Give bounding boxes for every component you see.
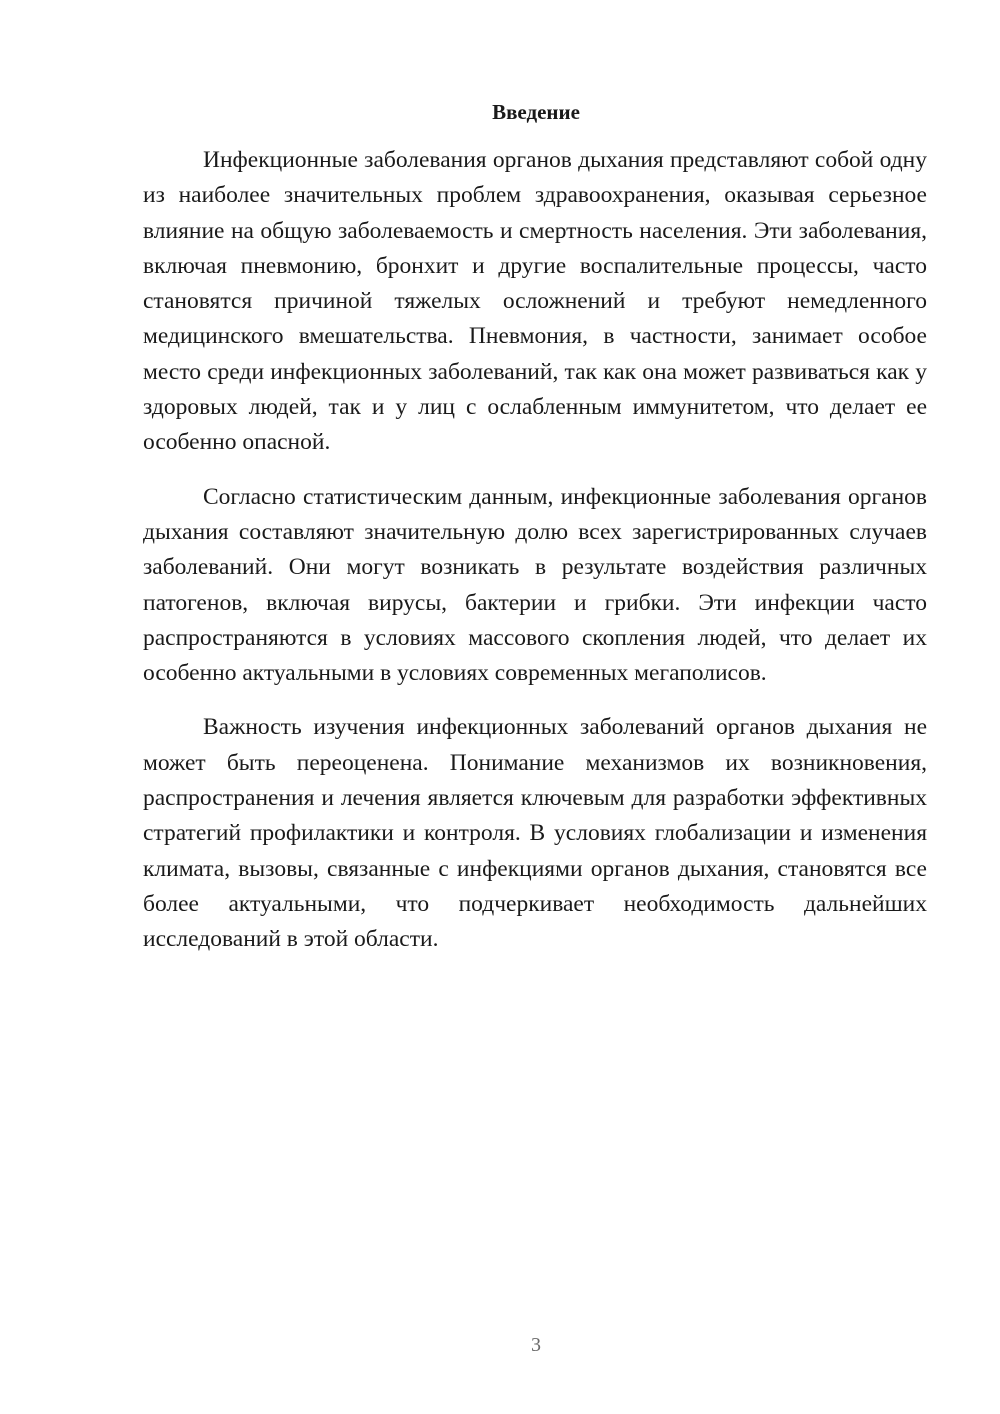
paragraph-2: Согласно статистическим данным, инфекционные заболевания органов дыхания составляют значительную долю всех зарегистрированных случаев заболеваний. Они могут возникать в результате воздействия различных патогенов, включая вирусы, бактерии и грибки. Эти инфекции часто распространяются в условиях массового скопления людей, что делает их особенно актуальными в условиях современных мегаполисов. (143, 483, 927, 687)
body-text (143, 143, 927, 977)
paragraph-1: Инфекционные заболевания органов дыхания представляют собой одну из наиболее значительных проблем здравоохранения, оказывая серьезное влияние на общую заболеваемость и смертность населения. Эти заболевания, включая пневмонию, бронхит и другие воспалительные процессы, часто становятся причиной тяжелых осложнений и требуют немедленного медицинского вмешательства. Пневмония, в частности, занимает особое место среди инфекционных заболеваний, так как она может развиваться как у здоровых людей, так и у лиц с ослабленным иммунитетом, что делает ее особенно опасной. (143, 147, 927, 456)
section-title: Введение (492, 100, 580, 124)
page-number: 3 (531, 1334, 541, 1356)
paragraph-3: Важность изучения инфекционных заболеваний органов дыхания не может быть переоценена. Понимание механизмов их возникновения, распространения и лечения является ключевым для разработки эффективных стратегий профилактики и контроля. В условиях глобализации и изменения климата, вызовы, связанные с инфекциями органов дыхания, становятся все более актуальными, что подчеркивает необходимость дальнейших исследований в этой области. (143, 714, 927, 953)
